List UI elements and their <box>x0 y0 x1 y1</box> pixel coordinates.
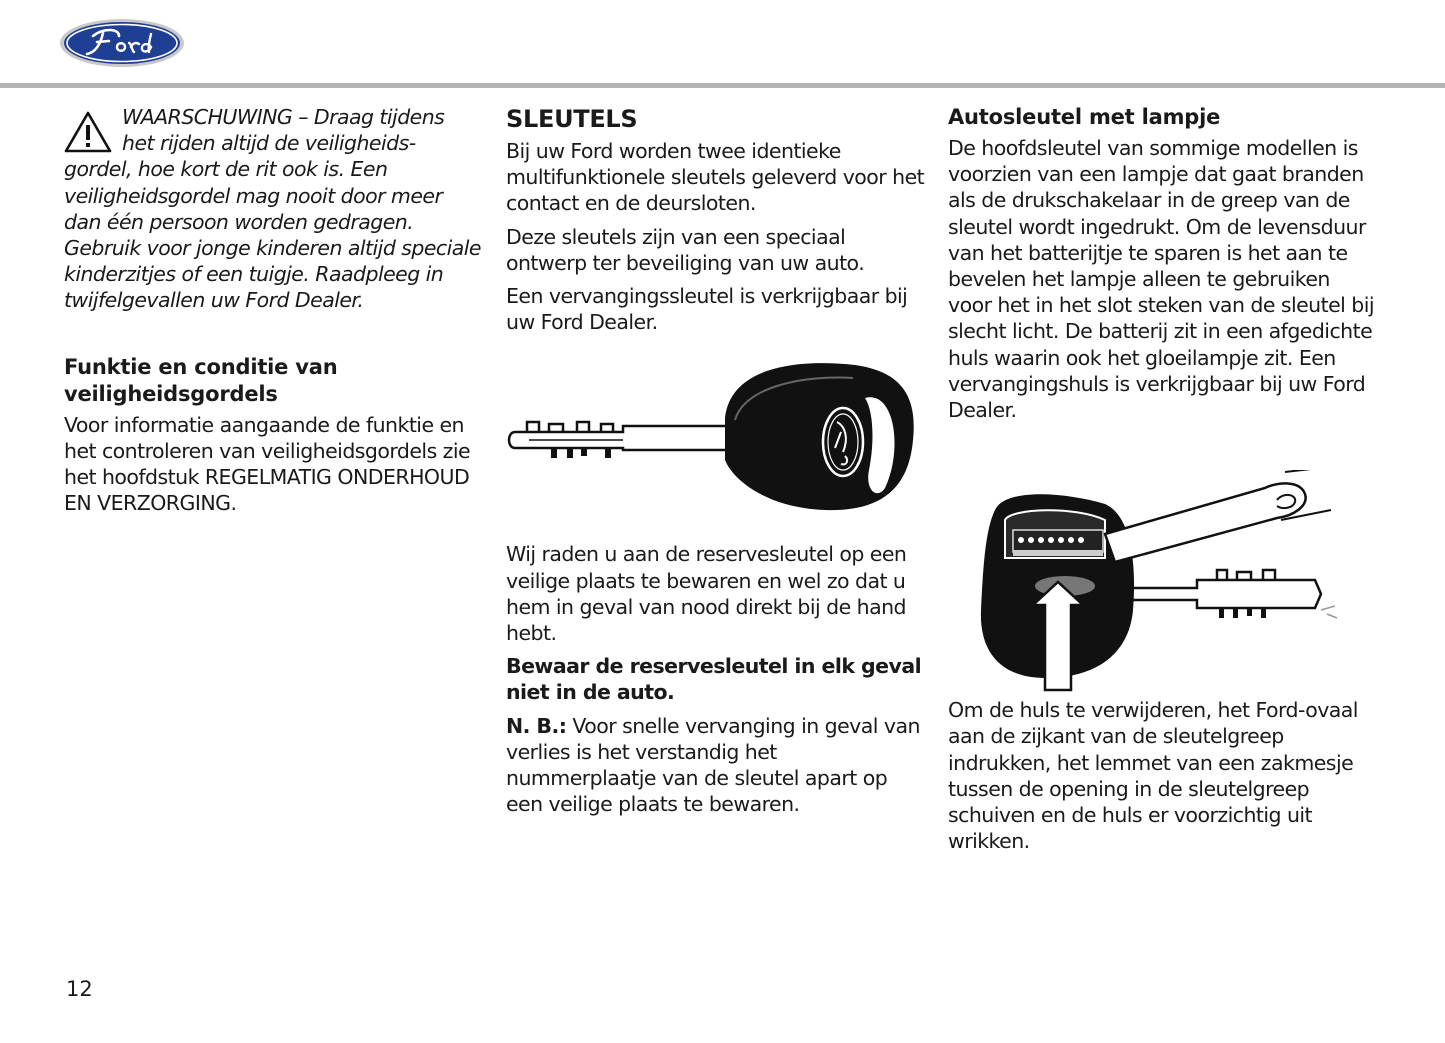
page-number: 12 <box>66 977 93 1001</box>
keys-heading: SLEUTELS <box>506 105 638 133</box>
keys-paragraph-1: Bij uw Ford worden twee identieke multifunktionele sleutels geleverd voor het contact en de deursloten. <box>506 139 925 216</box>
warning-text: gordel, hoe kort de rit ook is. Een veiligheidsgordel mag nooit door meer dan één persoon worden gedragen. Gebruik voor jonge kinderen altijd speciale kinderzitjes of een tuigje. Raadpleeg in twijfelgevallen uw Ford Dealer. <box>64 157 481 313</box>
warning-line-1: WAARSCHUWING – Draag tijdens <box>122 105 445 129</box>
warning-line-2: het rijden altijd de veiligheids- <box>122 131 416 156</box>
note-label: N. B.: <box>506 713 567 738</box>
header-rule <box>0 83 1445 88</box>
keys-paragraph-3: Een vervangingssleutel is verkrijgbaar bij uw Ford Dealer. <box>506 284 908 335</box>
warning-block <box>64 104 484 314</box>
lamp-paragraph-2: Om de huls te verwijderen, het Ford-ovaal aan de zijkant van de sleutelgreep indrukken, het lemmet van een zakmesje tussen de opening in de sleutelgreep schuiven en de huls er voorzichtig uit wrikken. <box>948 698 1358 854</box>
column-left <box>64 104 484 516</box>
keys-paragraph-2: Deze sleutels zijn van een speciaal ontwerp ter beveiliging van uw auto. <box>506 224 865 275</box>
lamp-heading: Autosleutel met lampje <box>948 105 1221 129</box>
keys-paragraph-4: Wij raden u aan de reservesleutel op een veilige plaats te bewaren en wel zo dat u hem in geval van nood direkt bij de hand hebt. <box>506 542 907 646</box>
warning-triangle-icon <box>64 110 112 154</box>
keys-warning-bold: Bewaar de reservesleutel in elk geval niet in de auto. <box>506 654 922 705</box>
keys-note <box>506 713 926 818</box>
lamp-paragraph-1: De hoofdsleutel van sommige modellen is voorzien van een lampje dat gaat branden als de drukschakelaar in de greep van de sleutel wordt ingedrukt. Om de levensduur van het batterijtje te sparen is het aan te bevelen het lampje alleen te gebruiken voor het in het slot steken van de sleutel bij slecht licht. De batterij zit in een afgedichte huls waarin ook het gloeilampje zit. Een vervangingshuls is verkrijgbaar bij uw Ford Dealer. <box>948 136 1375 423</box>
ford-key-illustration <box>505 360 917 520</box>
lamp-key-illustration <box>965 470 1355 695</box>
note-text: Voor snelle vervanging in geval van verlies is het verstandig het nummerplaatje van de sleutel apart op een veilige plaats te bewaren. <box>506 713 920 817</box>
seatbelt-text: Voor informatie aangaande de funktie en het controleren van veiligheidsgordels zie het hoofdstuk REGELMATIG ONDERHOUD EN VERZORGING. <box>64 412 471 516</box>
ford-logo <box>57 16 187 70</box>
seatbelt-heading: Funktie en conditie van veiligheidsgordels <box>64 354 338 406</box>
